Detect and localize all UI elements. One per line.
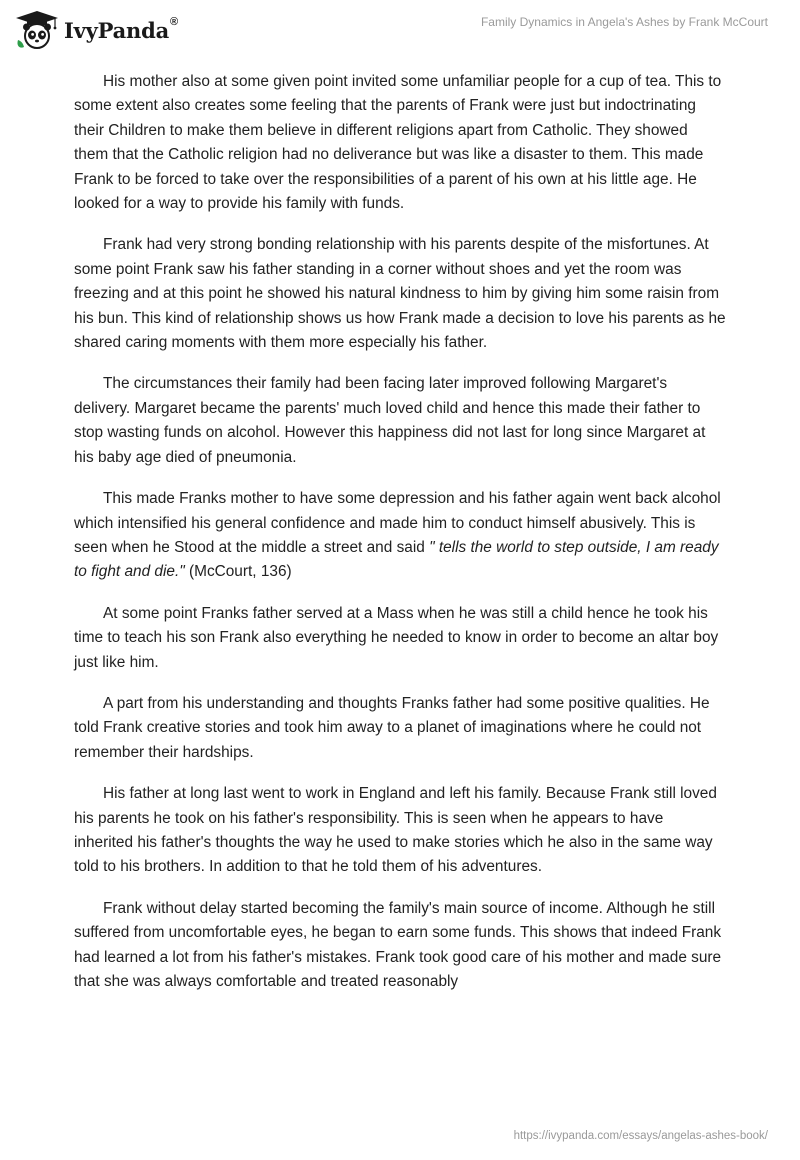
paragraph-4 <box>74 487 726 585</box>
brand-logo[interactable] <box>14 10 178 50</box>
panda-graduate-icon <box>14 10 60 50</box>
paragraph-6: A part from his understanding and thoughts Franks father had some positive qualities. He told Frank creative stories and took him away to a planet of imaginations where he could not remember their hardships. <box>74 694 710 761</box>
page-header <box>0 0 800 60</box>
source-url-link[interactable]: https://ivypanda.com/essays/angelas-ashes-book/ <box>513 1130 768 1142</box>
paragraph-7: His father at long last went to work in England and left his family. Because Frank still loved his parents he took on his father's responsibility. This is seen when he appears to have inherited his father's thoughts the way he used to make stories which he also in the same way told to his brothers. In addition to that he told them of his adventures. <box>74 785 717 876</box>
paragraph-3: The circumstances their family had been facing later improved following Margaret's delivery. Margaret became the parents' much loved child and hence this made their father to stop wasting funds on alcohol. However this happiness did not last for long since Margaret at his baby age died of pneumonia. <box>74 375 706 466</box>
paragraph-5: At some point Franks father served at a Mass when he was still a child hence he took his time to teach his son Frank also everything he needed to know in order to become an altar boy just like him. <box>74 604 719 671</box>
paragraph-4-text: This made Franks mother to have some depression and his father again went back alcohol which intensified his general confidence and made him to conduct himself abusively. This is seen when he Stood at the middle a street and said <box>74 490 721 556</box>
quotation: " tells the world to step outside, I am ready to fight and die." <box>74 538 719 581</box>
paragraph-8: Frank without delay started becoming the family's main source of income. Although he still suffered from uncomfortable eyes, he began to earn some funds. This shows that indeed Frank had learned a lot from his father's mistakes. Frank took good care of his mother and made sure that she was always comfortable and treated reasonably <box>74 899 722 990</box>
registered-mark: ® <box>170 15 178 28</box>
paragraph-1: His mother also at some given point invited some unfamiliar people for a cup of tea. This to some extent also creates some feeling that the parents of Frank were just but indoctrinating their Children to make them believe in different religions apart from Catholic. They showed them that the Catholic religion had no deliverance but was like a disaster to them. This made Frank to be forced to take over the responsibilities of a parent of his own at his little age. He looked for a way to provide his family with funds. <box>74 73 722 213</box>
essay-body <box>74 70 726 1011</box>
brand-name: IvyPanda® <box>64 15 178 43</box>
citation: (McCourt, 136) <box>184 563 292 581</box>
paragraph-2: Frank had very strong bonding relationship with his parents despite of the misfortunes. At some point Frank saw his father standing in a corner without shoes and yet the room was freezing and at this point he showed his natural kindness to him by giving him some raisin from his bun. This kind of relationship shows us how Frank made a decision to love his parents as he shared caring moments with them more especially his father. <box>74 236 726 352</box>
document-title: Family Dynamics in Angela's Ashes by Frank McCourt <box>480 15 768 29</box>
